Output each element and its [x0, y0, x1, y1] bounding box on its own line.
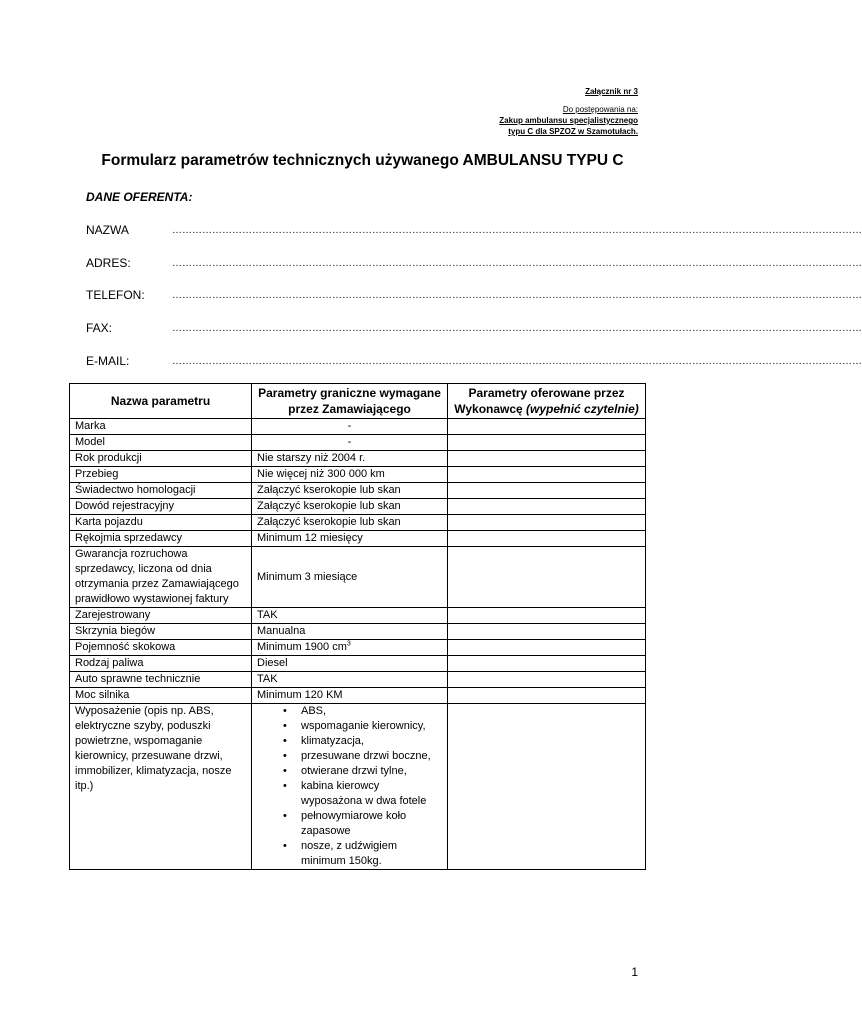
param-offered-cell[interactable] — [448, 419, 646, 435]
param-name: Auto sprawne technicznie — [70, 672, 252, 688]
param-required-superscript: 3 — [346, 640, 351, 648]
param-offered-cell[interactable] — [448, 483, 646, 499]
param-offered-cell[interactable] — [448, 704, 646, 870]
equipment-item: • kabina kierowcy wyposażona w dwa fotele — [301, 779, 442, 809]
param-name: Model — [70, 435, 252, 451]
table-row — [70, 451, 646, 467]
param-name: Moc silnika — [70, 688, 252, 704]
param-name: Pojemność skokowa — [70, 640, 252, 656]
param-name: Wyposażenie (opis np. ABS, elektryczne szyby, poduszki powietrzne, wspomaganie kierownicy, przesuwane drzwi, immobilizer, klimatyzacja, nosze itp.) — [70, 704, 252, 870]
param-name: Rodzaj paliwa — [70, 656, 252, 672]
param-required — [252, 640, 448, 656]
equipment-item: • klimatyzacja, — [301, 734, 442, 749]
table-row — [70, 531, 646, 547]
equipment-item: • nosze, z udźwigiem minimum 150kg. — [301, 839, 442, 869]
fill-line[interactable]: ……………………………………………………………………………………………………………………………………………………………………………………… — [172, 356, 862, 367]
param-offered-cell[interactable] — [448, 515, 646, 531]
param-required: - — [252, 435, 448, 451]
field-label: FAX: — [86, 321, 113, 335]
param-offered-cell[interactable] — [448, 435, 646, 451]
table-row — [70, 435, 646, 451]
param-name: Marka — [70, 419, 252, 435]
fill-line[interactable]: ……………………………………………………………………………………………………………………………………………………………………………………… — [172, 290, 862, 301]
field-fax[interactable] — [86, 321, 862, 337]
fill-line[interactable]: ……………………………………………………………………………………………………………………………………………………………………………………… — [172, 258, 862, 269]
param-required: Załączyć kserokopie lub skan — [252, 483, 448, 499]
equipment-item: • wspomaganie kierownicy, — [301, 719, 442, 734]
procurement-line-3: typu C dla SPZOZ w Szamotułach. — [508, 127, 638, 136]
page-number: 1 — [631, 965, 638, 979]
param-offered-cell[interactable] — [448, 688, 646, 704]
field-label: TELEFON: — [86, 288, 145, 302]
param-offered-cell[interactable] — [448, 451, 646, 467]
header-offered-params — [448, 384, 646, 419]
field-label: NAZWA — [86, 223, 129, 237]
equipment-item: • otwierane drzwi tylne, — [301, 764, 442, 779]
table-row — [70, 656, 646, 672]
param-required: Nie starszy niż 2004 r. — [252, 451, 448, 467]
param-offered-cell[interactable] — [448, 499, 646, 515]
param-name: Przebieg — [70, 467, 252, 483]
table-row — [70, 515, 646, 531]
table-row — [70, 467, 646, 483]
procurement-line-2: Zakup ambulansu specjalistycznego — [499, 116, 638, 125]
procurement-line-1: Do postępowania na: — [562, 105, 638, 114]
param-required: Załączyć kserokopie lub skan — [252, 515, 448, 531]
param-name: Dowód rejestracyjny — [70, 499, 252, 515]
header-offered-main: Parametry oferowane przez Wykonawcę — [454, 386, 625, 416]
param-offered-cell[interactable] — [448, 547, 646, 608]
field-name[interactable] — [86, 223, 862, 239]
param-offered-cell[interactable] — [448, 467, 646, 483]
param-required: TAK — [252, 608, 448, 624]
param-required: Nie więcej niż 300 000 km — [252, 467, 448, 483]
section-heading: DANE OFERENTA: — [86, 190, 193, 204]
param-required: - — [252, 419, 448, 435]
fill-line[interactable]: ……………………………………………………………………………………………………………………………………………………………………………………… — [172, 323, 862, 334]
param-offered-cell[interactable] — [448, 656, 646, 672]
param-name: Rok produkcji — [70, 451, 252, 467]
param-required: Diesel — [252, 656, 448, 672]
table-row — [70, 640, 646, 656]
table-row — [70, 547, 646, 608]
header-required-limits: Parametry graniczne wymagane przez Zamawiającego — [252, 384, 448, 419]
header-parameter-name: Nazwa parametru — [70, 384, 252, 419]
annex-label: Załącznik nr 3 — [585, 87, 638, 96]
param-name: Zarejestrowany — [70, 608, 252, 624]
field-label: ADRES: — [86, 256, 131, 270]
field-label: E-MAIL: — [86, 354, 130, 368]
field-phone[interactable] — [86, 288, 862, 304]
param-offered-cell[interactable] — [448, 624, 646, 640]
param-name: Gwarancja rozruchowa sprzedawcy, liczona od dnia otrzymania przez Zamawiającego prawidłowo wystawionej faktury — [70, 547, 252, 608]
param-required-list — [252, 704, 448, 870]
equipment-item: • przesuwane drzwi boczne, — [301, 749, 442, 764]
table-row — [70, 624, 646, 640]
param-required: Minimum 12 miesięcy — [252, 531, 448, 547]
procurement-reference — [499, 104, 638, 137]
fill-line[interactable]: ……………………………………………………………………………………………………………………………………………………………………………………… — [172, 225, 862, 236]
table-row — [70, 483, 646, 499]
param-offered-cell[interactable] — [448, 672, 646, 688]
parameters-table — [69, 383, 646, 870]
param-name: Karta pojazdu — [70, 515, 252, 531]
param-required: Minimum 3 miesiące — [252, 547, 448, 608]
field-address[interactable] — [86, 256, 862, 272]
param-required: Manualna — [252, 624, 448, 640]
param-name: Świadectwo homologacji — [70, 483, 252, 499]
param-required: Minimum 120 KM — [252, 688, 448, 704]
param-offered-cell[interactable] — [448, 608, 646, 624]
page-title: Formularz parametrów technicznych używanego AMBULANSU TYPU C — [101, 152, 624, 169]
table-row — [70, 608, 646, 624]
param-offered-cell[interactable] — [448, 640, 646, 656]
table-row-equipment — [70, 704, 646, 870]
header-offered-note: (wypełnić czytelnie) — [526, 402, 639, 416]
param-offered-cell[interactable] — [448, 531, 646, 547]
table-row — [70, 419, 646, 435]
equipment-item: • pełnowymiarowe koło zapasowe — [301, 809, 442, 839]
table-row — [70, 499, 646, 515]
field-email[interactable] — [86, 354, 862, 370]
param-required: TAK — [252, 672, 448, 688]
equipment-item: • ABS, — [301, 704, 442, 719]
table-row — [70, 672, 646, 688]
param-required-value: Minimum 1900 cm — [257, 641, 347, 653]
param-name: Rękojmia sprzedawcy — [70, 531, 252, 547]
table-row — [70, 688, 646, 704]
param-required: Załączyć kserokopie lub skan — [252, 499, 448, 515]
table-header-row — [70, 384, 646, 419]
param-name: Skrzynia biegów — [70, 624, 252, 640]
